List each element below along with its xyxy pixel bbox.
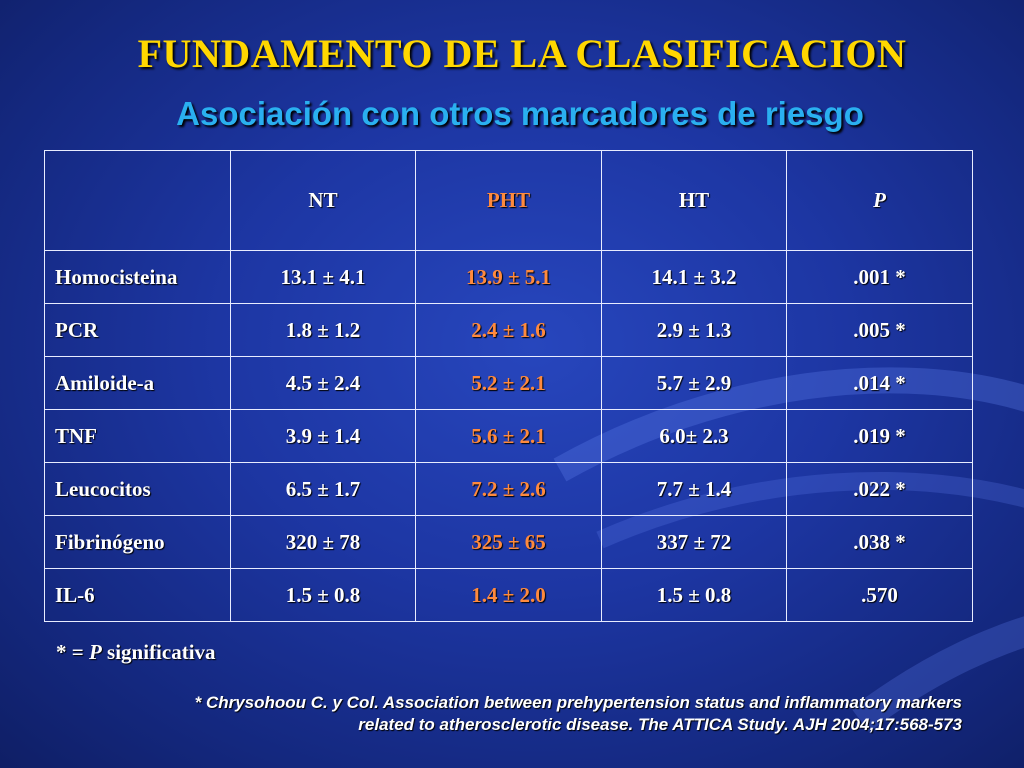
cell-ht: 2.9 ± 1.3: [602, 304, 787, 357]
row-label: IL-6: [45, 569, 231, 622]
cell-pht: 2.4 ± 1.6: [416, 304, 602, 357]
row-label: PCR: [45, 304, 231, 357]
cell-ht: 6.0± 2.3: [602, 410, 787, 463]
row-label: Fibrinógeno: [45, 516, 231, 569]
cell-nt: 1.5 ± 0.8: [231, 569, 416, 622]
row-label: Leucocitos: [45, 463, 231, 516]
header-ht: HT: [602, 151, 787, 251]
cell-nt: 320 ± 78: [231, 516, 416, 569]
cell-p: .001 *: [787, 251, 973, 304]
table-row: [45, 304, 973, 357]
header-nt: NT: [231, 151, 416, 251]
cell-nt: 6.5 ± 1.7: [231, 463, 416, 516]
cell-p: .570: [787, 569, 973, 622]
table-row: [45, 463, 973, 516]
header-empty-cell: [45, 151, 231, 251]
cell-p: .038 *: [787, 516, 973, 569]
footnote-star: * =: [56, 640, 84, 664]
cell-nt: 13.1 ± 4.1: [231, 251, 416, 304]
cell-p: .019 *: [787, 410, 973, 463]
cell-ht: 5.7 ± 2.9: [602, 357, 787, 410]
cell-pht: 5.2 ± 2.1: [416, 357, 602, 410]
cell-ht: 1.5 ± 0.8: [602, 569, 787, 622]
cell-nt: 1.8 ± 1.2: [231, 304, 416, 357]
citation-line-1: * Chrysohoou C. y Col. Association between prehypertension status and inflammatory markers: [194, 693, 962, 712]
cell-ht: 14.1 ± 3.2: [602, 251, 787, 304]
risk-markers-table: [44, 150, 973, 622]
footnote-p: P: [88, 640, 102, 664]
cell-p: .022 *: [787, 463, 973, 516]
cell-nt: 4.5 ± 2.4: [231, 357, 416, 410]
cell-p: .005 *: [787, 304, 973, 357]
cell-pht: 5.6 ± 2.1: [416, 410, 602, 463]
cell-pht: 325 ± 65: [416, 516, 602, 569]
table-row: [45, 251, 973, 304]
cell-nt: 3.9 ± 1.4: [231, 410, 416, 463]
cell-p: .014 *: [787, 357, 973, 410]
row-label: Homocisteina: [45, 251, 231, 304]
cell-pht: 13.9 ± 5.1: [416, 251, 602, 304]
citation-line-2: related to atherosclerotic disease. The ATTICA Study. AJH 2004;17:568-573: [358, 715, 962, 734]
slide-subtitle: Asociación con otros marcadores de riesgo: [176, 95, 864, 132]
row-label: TNF: [45, 410, 231, 463]
cell-ht: 337 ± 72: [602, 516, 787, 569]
footnote-text: significativa: [107, 640, 216, 664]
reference-citation: [62, 692, 962, 736]
table-header-row: [45, 151, 973, 251]
table-row: [45, 516, 973, 569]
table-row: [45, 357, 973, 410]
table-row: [45, 569, 973, 622]
row-label: Amiloide-a: [45, 357, 231, 410]
table-row: [45, 410, 973, 463]
cell-ht: 7.7 ± 1.4: [602, 463, 787, 516]
header-p: P: [787, 151, 973, 251]
slide-title: FUNDAMENTO DE LA CLASIFICACION: [137, 31, 907, 76]
header-pht: PHT: [416, 151, 602, 251]
significance-footnote: [56, 640, 216, 665]
cell-pht: 1.4 ± 2.0: [416, 569, 602, 622]
cell-pht: 7.2 ± 2.6: [416, 463, 602, 516]
